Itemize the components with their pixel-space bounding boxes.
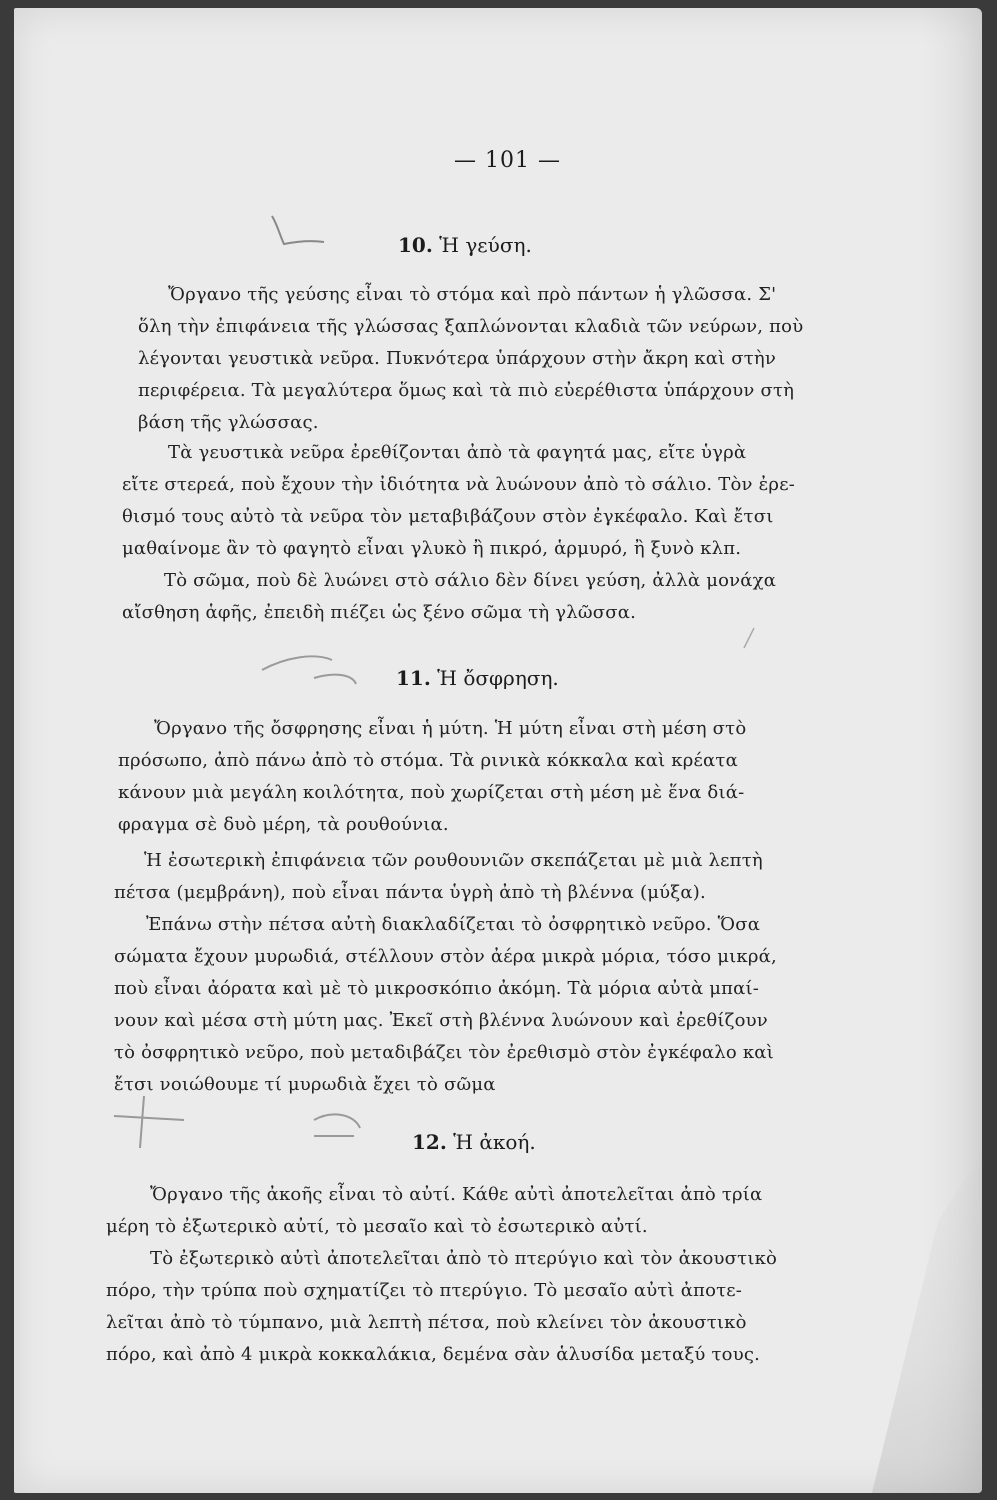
- section-title: Ἡ γεύση.: [439, 233, 532, 257]
- pencil-mark-2-middle: [262, 656, 356, 684]
- section-title: Ἡ ἀκοή.: [453, 1130, 536, 1154]
- text-line: μαθαίνομε ἂν τὸ φαγητὸ εἶναι γλυκὸ ἢ πικρό, ἁρμυρό, ἢ ξυνὸ κλπ.: [122, 538, 742, 559]
- section-heading-taste: [398, 233, 532, 257]
- text-line: ἔτσι νοιώθουμε τί μυρωδιὰ ἔχει τὸ σῶμα: [114, 1074, 496, 1095]
- section-heading-hearing: [412, 1130, 536, 1154]
- text-line: Τὸ σῶμα, ποὺ δὲ λυώνει στὸ σάλιο δὲν δίνει γεύση, ἀλλὰ μονάχα: [164, 570, 777, 591]
- text-line: βάση τῆς γλώσσας.: [138, 412, 319, 433]
- text-line: μέρη τὸ ἐξωτερικὸ αὐτί, τὸ μεσαῖο καὶ τὸ ἐσωτερικὸ αὐτί.: [106, 1216, 648, 1237]
- page-number: — 101 —: [454, 148, 561, 173]
- text-line: θισμό τους αὐτὸ τὰ νεῦρα τὸν μεταβιβάζουν στὸν ἐγκέφαλο. Καὶ ἔτσι: [122, 506, 774, 527]
- text-line: περιφέρεια. Τὰ μεγαλύτερα ὅμως καὶ τὰ πιὸ εὐερέθιστα ὑπάρχουν στὴ: [138, 380, 795, 401]
- text-line: Ὄργανο τῆς ἀκοῆς εἶναι τὸ αὐτί. Κάθε αὐτὶ ἀποτελεῖται ἀπὸ τρία: [150, 1184, 763, 1205]
- text-line: εἴτε στερεά, ποὺ ἔχουν τὴν ἰδιότητα νὰ λυώνουν ἀπὸ τὸ σάλιο. Τὸν ἐρε-: [122, 474, 796, 495]
- text-line: λεῖται ἀπὸ τὸ τύμπανο, μιὰ λεπτὴ πέτσα, ποὺ κλείνει τὸν ἀκουστικὸ: [106, 1312, 747, 1333]
- section-number: 12.: [412, 1130, 447, 1154]
- text-line: κάνουν μιὰ μεγάλη κοιλότητα, ποὺ χωρίζεται στὴ μέση μὲ ἕνα διά-: [118, 782, 745, 803]
- pencil-cross: [114, 1096, 184, 1148]
- pencil-mark-2-bottom: [314, 1114, 360, 1136]
- text-line: Ἐπάνω στὴν πέτσα αὐτὴ διακλαδίζεται τὸ ὀσφρητικὸ νεῦρο. Ὅσα: [146, 914, 761, 935]
- text-line: φραγμα σὲ δυὸ μέρη, τὰ ρουθούνια.: [118, 814, 449, 835]
- text-line: πρόσωπο, ἀπὸ πάνω ἀπὸ τὸ στόμα. Τὰ ρινικὰ κόκκαλα καὶ κρέατα: [118, 750, 738, 771]
- text-line: λέγονται γευστικὰ νεῦρα. Πυκνότερα ὑπάρχουν στὴν ἄκρη καὶ στὴν: [138, 348, 777, 369]
- text-line: τὸ ὀσφρητικὸ νεῦρο, ποὺ μεταδιβάζει τὸν ἐρεθισμὸ στὸν ἐγκέφαλο καὶ: [114, 1042, 774, 1063]
- text-line: Ὄργανο τῆς ὄσφρησης εἶναι ἡ μύτη. Ἡ μύτη εἶναι στὴ μέση στὸ: [154, 718, 747, 739]
- section-title: Ἡ ὄσφρηση.: [437, 666, 559, 690]
- text-line: σώματα ἔχουν μυρωδιά, στέλλουν στὸν ἀέρα μικρὰ μόρια, τόσο μικρά,: [114, 946, 777, 967]
- text-line: Τὸ ἐξωτερικὸ αὐτὶ ἀποτελεῖται ἀπὸ τὸ πτερύγιο καὶ τὸν ἀκουστικὸ: [150, 1248, 778, 1269]
- section-number: 11.: [396, 666, 431, 690]
- text-line: πέτσα (μεμβράνη), ποὺ εἶναι πάντα ὑγρὴ ἀπὸ τὴ βλέννα (μύξα).: [114, 882, 706, 903]
- text-line: ποὺ εἶναι ἀόρατα καὶ μὲ τὸ μικροσκόπιο ἀκόμη. Τὰ μόρια αὐτὰ μπαί-: [114, 978, 760, 999]
- text-line: Τὰ γευστικὰ νεῦρα ἐρεθίζονται ἀπὸ τὰ φαγητά μας, εἴτε ὑγρὰ: [168, 442, 747, 463]
- text-line: αἴσθηση ἁφῆς, ἐπειδὴ πιέζει ὡς ξένο σῶμα τὴ γλῶσσα.: [122, 602, 636, 623]
- text-line: Ὄργανο τῆς γεύσης εἶναι τὸ στόμα καὶ πρὸ πάντων ἡ γλῶσσα. Σ': [168, 284, 777, 305]
- text-line: ὅλη τὴν ἐπιφάνεια τῆς γλώσσας ξαπλώνονται κλαδιὰ τῶν νεύρων, ποὺ: [138, 316, 804, 337]
- section-heading-smell: [396, 666, 559, 690]
- book-page: [14, 8, 982, 1493]
- text-line: πόρο, καὶ ἀπὸ 4 μικρὰ κοκκαλάκια, δεμένα σὰν ἁλυσίδα μεταξύ τους.: [106, 1344, 761, 1365]
- text-line: Ἡ ἐσωτερικὴ ἐπιφάνεια τῶν ρουθουνιῶν σκεπάζεται μὲ μιὰ λεπτὴ: [144, 850, 763, 871]
- section-number: 10.: [398, 233, 433, 257]
- text-line: νουν καὶ μέσα στὴ μύτη μας. Ἐκεῖ στὴ βλέννα λυώνουν καὶ ἐρεθίζουν: [114, 1010, 768, 1031]
- text-line: πόρο, τὴν τρύπα ποὺ σχηματίζει τὸ πτερύγιο. Τὸ μεσαῖο αὐτὶ ἀποτε-: [106, 1280, 743, 1301]
- pencil-mark-2-top: [272, 216, 324, 244]
- pencil-tick: [744, 628, 754, 648]
